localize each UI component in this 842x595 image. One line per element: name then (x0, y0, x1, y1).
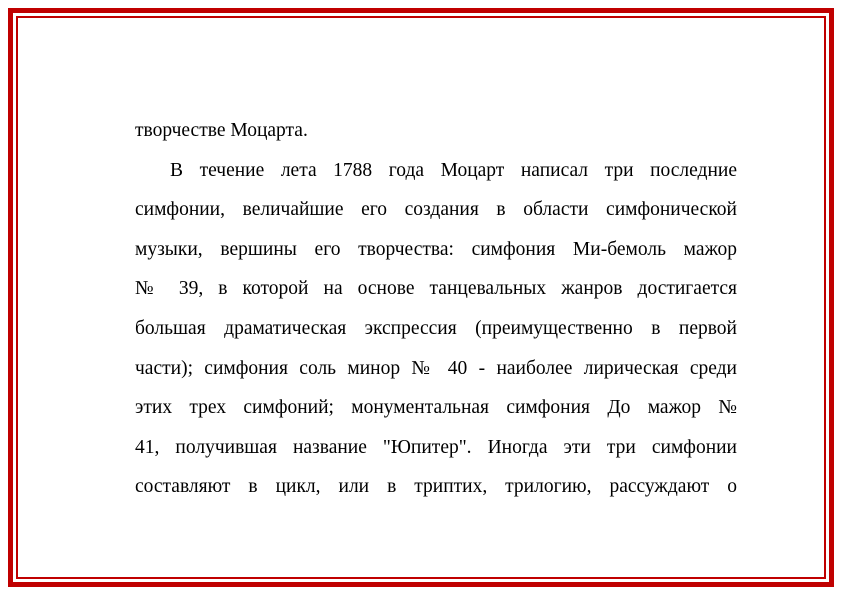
text-line: симфонии, величайшие его создания в области симфонической (135, 199, 737, 221)
text-line: музыки, вершины его творчества: симфония Ми-бемоль мажор (135, 238, 737, 260)
text-line: № 39, в которой на основе танцевальных жанров достигается (135, 278, 737, 300)
paragraph-first-line: В течение лета 1788 года Моцарт написал три последние (170, 159, 737, 181)
text-line: 41, получившая название "Юпитер". Иногда эти три симфонии (135, 436, 737, 458)
text-line: составляют в цикл, или в триптих, трилогию, рассуждают о (135, 476, 737, 498)
text-line: этих трех симфоний; монументальная симфония До мажор № (135, 397, 737, 419)
text-line: большая драматическая экспрессия (преимущественно в первой (135, 317, 737, 339)
text-line: творчестве Моцарта. (135, 120, 308, 141)
body-text (135, 111, 737, 507)
text-line: части); симфония соль минор № 40 - наиболее лирическая среди (135, 357, 737, 379)
